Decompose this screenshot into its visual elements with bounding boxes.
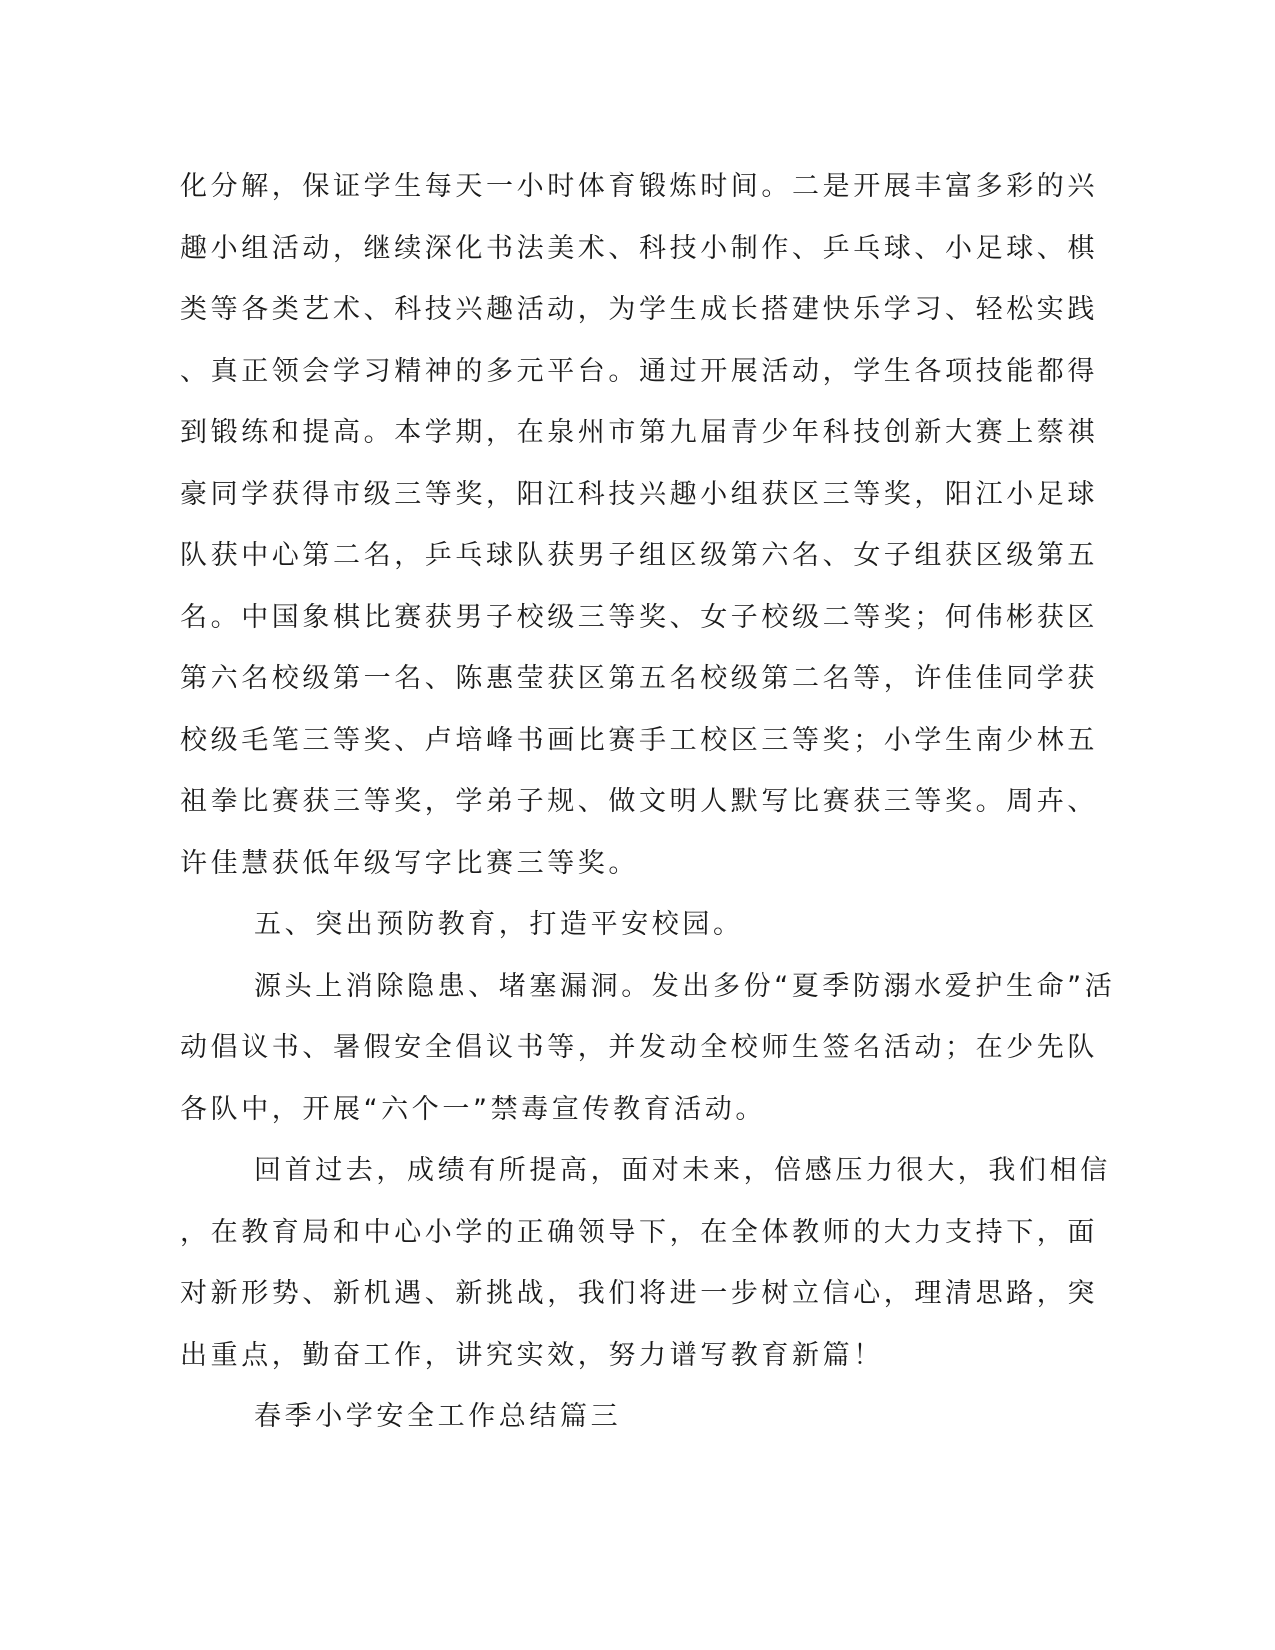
body-line: 许佳慧获低年级写字比赛三等奖。: [180, 847, 639, 879]
body-line: 、真正领会学习精神的多元平台。通过开展活动，学生各项技能都得: [180, 355, 1098, 387]
body-line: 对新形势、新机遇、新挑战，我们将进一步树立信心，理清思路，突: [180, 1278, 1098, 1309]
body-line: 名。中国象棋比赛获男子校级三等奖、女子校级二等奖；何伟彬获区: [180, 601, 1098, 633]
next-section-title: 春季小学安全工作总结篇三: [254, 1401, 622, 1432]
body-line: 类等各类艺术、科技兴趣活动，为学生成长搭建快乐学习、轻松实践: [180, 294, 1098, 325]
body-line: 化分解，保证学生每天一小时体育锻炼时间。二是开展丰富多彩的兴: [180, 171, 1098, 202]
body-line: 校级毛笔三等奖、卢培峰书画比赛手工校区三等奖；小学生南少林五: [180, 724, 1098, 756]
document-body: [180, 156, 1116, 1448]
body-line: 队获中心第二名，乒乓球队获男子组区级第六名、女子组获区级第五: [180, 540, 1098, 571]
body-line: 第六名校级第一名、陈惠莹获区第五名校级第二名等，许佳佳同学获: [180, 663, 1098, 694]
body-line: 源头上消除隐患、堵塞漏洞。发出多份“夏季防溺水爱护生命”活: [254, 970, 1116, 1002]
body-line: 回首过去，成绩有所提高，面对未来，倍感压力很大，我们相信: [254, 1155, 1111, 1186]
body-line: 豪同学获得市级三等奖，阳江科技兴趣小组获区三等奖，阳江小足球: [180, 478, 1098, 510]
body-line: 动倡议书、暑假安全倡议书等，并发动全校师生签名活动；在少先队: [180, 1032, 1098, 1063]
section-heading: 五、突出预防教育，打造平安校园。: [254, 909, 744, 940]
body-line: 各队中，开展“六个一”禁毒宣传教育活动。: [180, 1093, 766, 1125]
body-line: 趣小组活动，继续深化书法美术、科技小制作、乒乓球、小足球、棋: [180, 232, 1098, 264]
body-line: 祖拳比赛获三等奖，学弟子规、做文明人默写比赛获三等奖。周卉、: [180, 786, 1098, 817]
body-line: ，在教育局和中心小学的正确领导下，在全体教师的大力支持下，面: [180, 1216, 1098, 1248]
body-line: 出重点，勤奋工作，讲究实效，努力谱写教育新篇！: [180, 1339, 884, 1371]
body-line: 到锻练和提高。本学期，在泉州市第九届青少年科技创新大赛上蔡祺: [180, 417, 1098, 448]
